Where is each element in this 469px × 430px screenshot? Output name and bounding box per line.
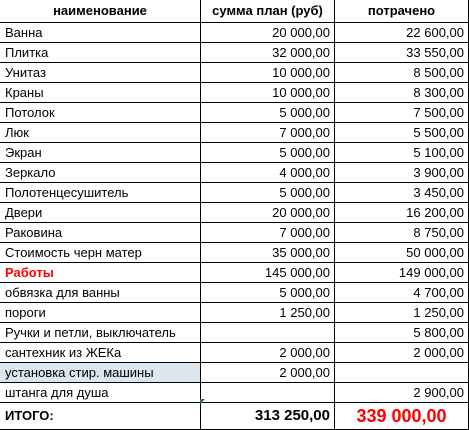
table-row bbox=[0, 123, 469, 143]
header-name-cell[interactable]: наименование bbox=[0, 0, 201, 23]
table-row bbox=[0, 203, 469, 223]
spent-cell[interactable]: 33 550,00 bbox=[335, 43, 469, 63]
total-plan-cell[interactable]: 313 250,00 bbox=[201, 403, 335, 430]
name-cell-works[interactable]: Работы bbox=[0, 263, 201, 283]
name-cell[interactable]: Плитка bbox=[0, 43, 201, 63]
plan-cell[interactable]: 4 000,00 bbox=[201, 163, 335, 183]
plan-cell[interactable]: 5 000,00 bbox=[201, 283, 335, 303]
plan-cell[interactable]: 5 000,00 bbox=[201, 103, 335, 123]
table-row bbox=[0, 163, 469, 183]
plan-cell[interactable]: 1 250,00 bbox=[201, 303, 335, 323]
plan-cell[interactable]: 10 000,00 bbox=[201, 83, 335, 103]
spent-cell[interactable]: 3 450,00 bbox=[335, 183, 469, 203]
spent-cell[interactable]: 8 750,00 bbox=[335, 223, 469, 243]
name-cell-selected[interactable]: установка стир. машины bbox=[0, 363, 201, 383]
spent-cell[interactable]: 149 000,00 bbox=[335, 263, 469, 283]
name-cell[interactable]: штанга для душа bbox=[0, 383, 201, 403]
spent-cell[interactable]: 8 500,00 bbox=[335, 63, 469, 83]
table-row bbox=[0, 183, 469, 203]
name-cell[interactable]: Унитаз bbox=[0, 63, 201, 83]
plan-cell[interactable] bbox=[201, 323, 335, 343]
plan-cell[interactable]: 5 000,00 bbox=[201, 183, 335, 203]
name-cell[interactable]: пороги bbox=[0, 303, 201, 323]
table-row bbox=[0, 63, 469, 83]
plan-cell[interactable]: 7 000,00 bbox=[201, 123, 335, 143]
plan-cell[interactable]: 20 000,00 bbox=[201, 203, 335, 223]
table-row bbox=[0, 303, 469, 323]
plan-cell[interactable]: 20 000,00 bbox=[201, 23, 335, 43]
total-spent-cell[interactable]: 339 000,00 bbox=[335, 403, 469, 430]
table-row bbox=[0, 363, 469, 383]
plan-cell[interactable]: 7 000,00 bbox=[201, 223, 335, 243]
spent-cell[interactable]: 1 250,00 bbox=[335, 303, 469, 323]
plan-cell[interactable]: 2 000,00 bbox=[201, 363, 335, 383]
name-cell[interactable]: Экран bbox=[0, 143, 201, 163]
header-spent-cell[interactable]: потрачено bbox=[335, 0, 469, 23]
header-plan-cell[interactable]: сумма план (руб) bbox=[201, 0, 335, 23]
spent-cell[interactable]: 50 000,00 bbox=[335, 243, 469, 263]
table-row bbox=[0, 103, 469, 123]
table-row bbox=[0, 143, 469, 163]
plan-cell[interactable]: 10 000,00 bbox=[201, 63, 335, 83]
spent-cell[interactable]: 4 700,00 bbox=[335, 283, 469, 303]
name-cell[interactable]: Двери bbox=[0, 203, 201, 223]
table-row bbox=[0, 323, 469, 343]
name-cell[interactable]: Ванна bbox=[0, 23, 201, 43]
name-cell[interactable]: Краны bbox=[0, 83, 201, 103]
name-cell[interactable]: Стоимость черн матер bbox=[0, 243, 201, 263]
name-cell[interactable]: обвязка для ванны bbox=[0, 283, 201, 303]
plan-cell[interactable]: 35 000,00 bbox=[201, 243, 335, 263]
spent-cell[interactable]: 3 900,00 bbox=[335, 163, 469, 183]
spent-cell[interactable]: 2 000,00 bbox=[335, 343, 469, 363]
spent-cell[interactable]: 2 900,00 bbox=[335, 383, 469, 403]
spent-cell[interactable]: 5 100,00 bbox=[335, 143, 469, 163]
spent-cell[interactable] bbox=[335, 363, 469, 383]
table-row bbox=[0, 83, 469, 103]
name-cell[interactable]: Зеркало bbox=[0, 163, 201, 183]
plan-cell[interactable]: 145 000,00 bbox=[201, 263, 335, 283]
name-cell[interactable]: Потолок bbox=[0, 103, 201, 123]
total-label-cell[interactable]: ИТОГО: bbox=[0, 403, 201, 430]
name-cell[interactable]: Раковина bbox=[0, 223, 201, 243]
table-row bbox=[0, 383, 469, 403]
name-cell[interactable]: Ручки и петли, выключатель bbox=[0, 323, 201, 343]
table-row bbox=[0, 223, 469, 243]
table-row bbox=[0, 263, 469, 283]
formula-error-indicator-icon bbox=[200, 399, 205, 404]
name-cell[interactable]: сантехник из ЖЕКа bbox=[0, 343, 201, 363]
spent-cell[interactable]: 7 500,00 bbox=[335, 103, 469, 123]
plan-cell[interactable]: 32 000,00 bbox=[201, 43, 335, 63]
table-row bbox=[0, 43, 469, 63]
table-row bbox=[0, 243, 469, 263]
plan-cell[interactable]: 2 000,00 bbox=[201, 343, 335, 363]
total-row bbox=[0, 403, 469, 430]
spent-cell[interactable]: 5 800,00 bbox=[335, 323, 469, 343]
spent-cell[interactable]: 22 600,00 bbox=[335, 23, 469, 43]
spent-cell[interactable]: 16 200,00 bbox=[335, 203, 469, 223]
header-row bbox=[0, 0, 469, 23]
table-row bbox=[0, 283, 469, 303]
name-cell[interactable]: Полотенцесушитель bbox=[0, 183, 201, 203]
plan-cell[interactable]: 5 000,00 bbox=[201, 143, 335, 163]
plan-cell[interactable] bbox=[201, 383, 335, 403]
spent-cell[interactable]: 8 300,00 bbox=[335, 83, 469, 103]
table-row bbox=[0, 23, 469, 43]
name-cell[interactable]: Люк bbox=[0, 123, 201, 143]
spent-cell[interactable]: 5 500,00 bbox=[335, 123, 469, 143]
table-row bbox=[0, 343, 469, 363]
